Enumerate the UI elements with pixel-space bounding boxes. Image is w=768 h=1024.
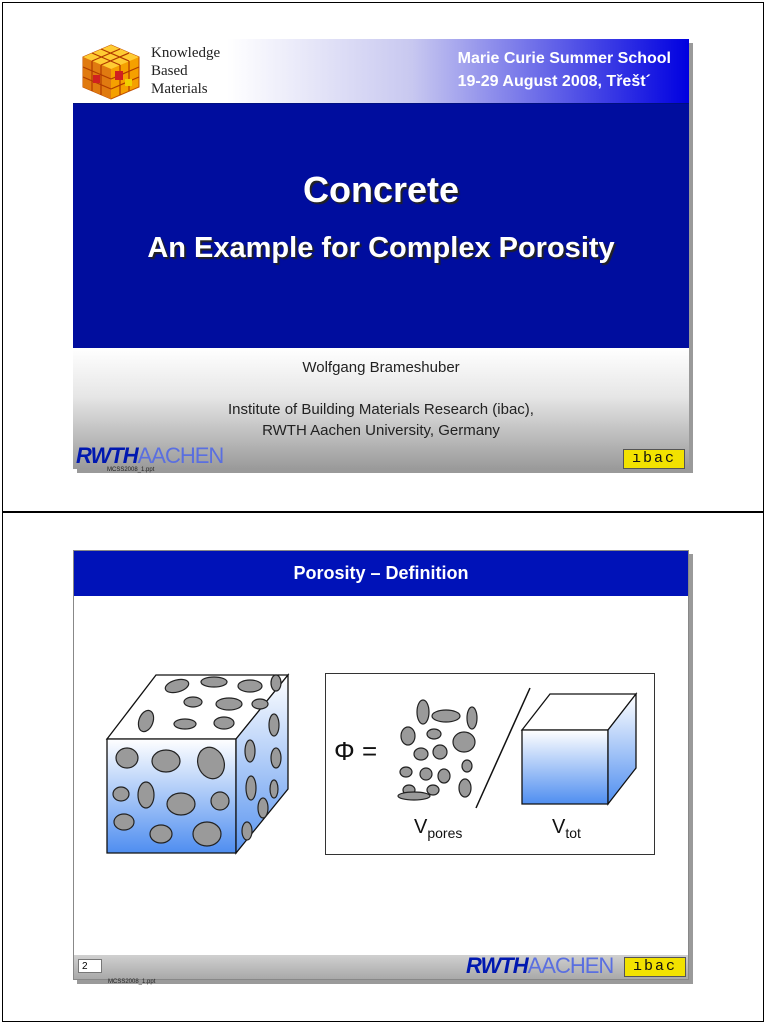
slide-porosity-definition — [73, 550, 689, 985]
rwth-logo-2-part-a: RWTH — [466, 953, 528, 978]
rwth-logo-part-b: AACHEN — [137, 443, 224, 468]
slide-2-footer — [74, 955, 688, 979]
page-number: 2 — [78, 959, 102, 973]
author-name: Wolfgang Brameshuber — [302, 359, 460, 376]
file-name-2: MCSS2008_1.ppt — [108, 979, 156, 985]
pores-and-volume-icon — [326, 674, 654, 854]
file-name: MCSS2008_1.ppt — [107, 467, 155, 473]
slide-title-text: Concrete — [302, 169, 460, 210]
v-pores-main: V — [414, 816, 428, 838]
title-band — [73, 103, 689, 349]
ibac-logo-2: ıbac — [624, 957, 686, 977]
slide-2-title: Porosity – Definition — [74, 551, 688, 596]
slide-header-band — [73, 39, 689, 103]
rwth-logo-2 — [466, 953, 613, 979]
v-tot-sub: tot — [565, 825, 581, 841]
institute — [73, 399, 689, 441]
institute-line-2: RWTH Aachen University, Germany — [262, 422, 500, 439]
porosity-symbol: Φ = — [334, 736, 378, 766]
event-date: 19-29 August 2008, Třešt´ — [457, 73, 651, 90]
knowledge-cube-logo-icon — [79, 41, 143, 101]
logo-text-line-1: Knowledge — [151, 45, 221, 61]
rwth-logo — [76, 443, 223, 469]
logo-text-line-2: Based — [151, 63, 188, 79]
v-pores-sub: pores — [427, 825, 463, 841]
rwth-logo-part-a: RWTH — [76, 443, 138, 468]
porosity-formula-box — [325, 673, 655, 855]
slide-title — [73, 39, 689, 473]
v-tot-main: V — [552, 816, 566, 838]
ibac-logo: ıbac — [623, 449, 685, 469]
event-info — [458, 47, 671, 93]
v-tot-label — [552, 816, 581, 841]
logo-text-line-3: Materials — [151, 81, 208, 97]
slide-subtitle-text: An Example for Complex Porosity — [147, 232, 615, 264]
rwth-logo-2-part-b: AACHEN — [527, 953, 614, 978]
v-pores-label — [414, 816, 462, 841]
logo-text — [151, 44, 220, 98]
event-name: Marie Curie Summer School — [457, 50, 671, 67]
institute-line-1: Institute of Building Materials Research (ibac), — [228, 401, 534, 418]
